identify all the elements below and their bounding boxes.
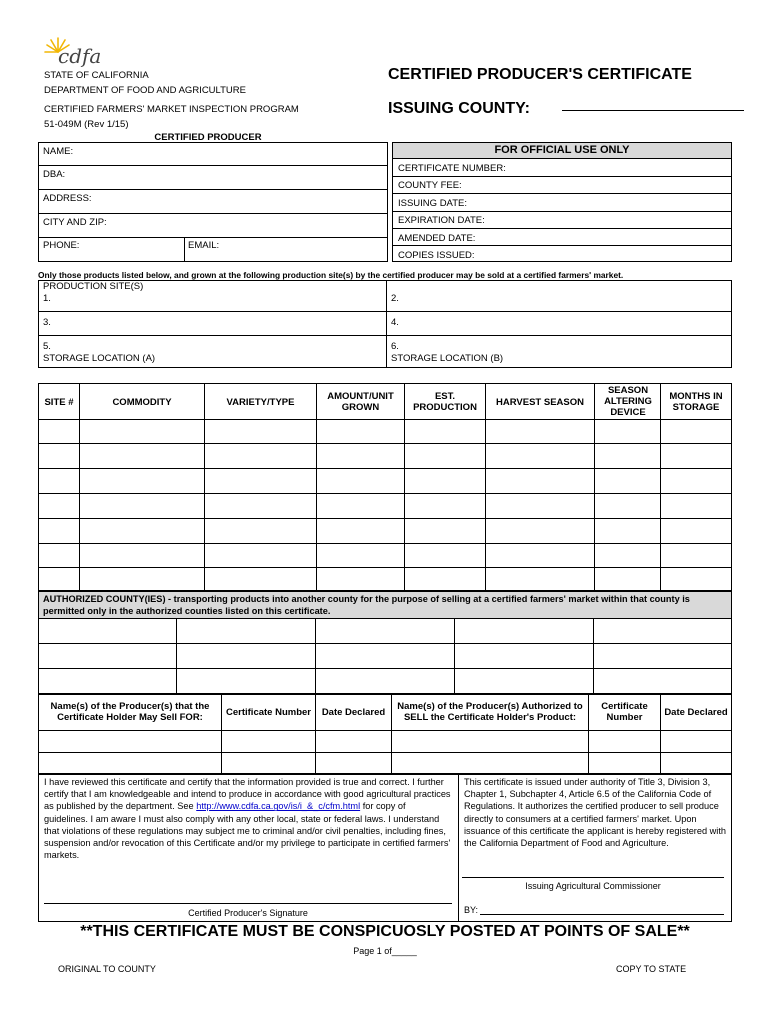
col-date-declared-1: Date Declared: [321, 706, 386, 718]
table-row: [38, 468, 732, 469]
col-amount: AMOUNT/UNIT GROWN: [327, 391, 394, 413]
site-1-field[interactable]: 1.: [43, 293, 51, 304]
amended-date-field[interactable]: AMENDED DATE:: [398, 233, 476, 244]
posted-notice: **THIS CERTIFICATE MUST BE CONSPICUOSLY POSTED AT POINTS OF SALE**: [80, 923, 690, 940]
copies-issued-field[interactable]: COPIES ISSUED:: [398, 250, 475, 261]
authority-text: This certificate is issued under authority of Title 3, Division 3, Chapter 1, Subchapter 4, Article 6.5 of the California Code of Regulations. It authorizes the certified producer to sell produce directly to consumers at a certified farmers' market. Upon issuance of this certificate the applicant is hereby registered with the California Department of Food and Agriculture.: [464, 777, 726, 849]
program-name: CERTIFIED FARMERS' MARKET INSPECTION PROGRAM: [44, 104, 299, 115]
table-row: [38, 518, 732, 519]
col-months-storage: MONTHS IN STORAGE: [669, 391, 723, 413]
site-2-field[interactable]: 2.: [391, 293, 399, 304]
email-field[interactable]: EMAIL:: [188, 240, 220, 251]
agency-line1: STATE OF CALIFORNIA: [44, 70, 149, 81]
authorized-counties-text: AUTHORIZED COUNTY(IES) - transporting products into another county for the purpose of selling at a certified farmers' market within that county is permitted only in the authorized counties listed on this certificate.: [43, 594, 690, 616]
table-row: [38, 752, 732, 753]
signature-line[interactable]: [44, 903, 452, 904]
commissioner-label: Issuing Agricultural Commissioner: [525, 881, 661, 891]
col-site: SITE #: [44, 396, 74, 408]
expiration-date-field[interactable]: EXPIRATION DATE:: [398, 215, 485, 226]
production-notice: Only those products listed below, and grown at the following production site(s) by the certified producer may be sold at a certified farmers' market.: [38, 270, 624, 280]
col-sell-for: Name(s) of the Producer(s) that the Certificate Holder May Sell FOR:: [50, 701, 210, 723]
original-to-county: ORIGINAL TO COUNTY: [58, 964, 156, 974]
site-6-field[interactable]: 6.: [391, 341, 399, 352]
col-commodity: COMMODITY: [112, 396, 172, 408]
certification-text-a: I have reviewed this certificate and certify that the information provided is true and correct. I further certify that I am knowledgeable and intend to produce in accordance with good agricultural practices as published by the department. See: [44, 777, 451, 812]
agency-line2: DEPARTMENT OF FOOD AND AGRICULTURE: [44, 85, 246, 96]
address-field[interactable]: ADDRESS:: [43, 193, 92, 204]
col-cert-number-1: Certificate Number: [226, 706, 311, 718]
city-zip-field[interactable]: CITY AND ZIP:: [43, 217, 107, 228]
page-number: Page 1 of_____: [353, 946, 417, 956]
col-est-production: EST. PRODUCTION: [413, 391, 477, 413]
storage-location-b-field[interactable]: STORAGE LOCATION (B): [391, 353, 504, 364]
official-use-title: FOR OFFICIAL USE ONLY: [393, 143, 731, 158]
site-5-field[interactable]: 5.: [43, 341, 51, 352]
table-row: [38, 567, 732, 568]
commissioner-line[interactable]: [462, 877, 724, 878]
certification-text: [44, 776, 452, 861]
site-4-field[interactable]: 4.: [391, 317, 399, 328]
signature-label: Certified Producer's Signature: [188, 908, 308, 918]
col-date-declared-2: Date Declared: [664, 706, 728, 718]
certificate-number-field[interactable]: CERTIFICATE NUMBER:: [398, 163, 506, 174]
form-number: 51-049M (Rev 1/15): [44, 119, 129, 130]
logo-text: cdfa: [58, 44, 102, 68]
page-title: CERTIFIED PRODUCER'S CERTIFICATE: [388, 66, 692, 83]
copy-to-state: COPY TO STATE: [616, 964, 687, 974]
dba-field[interactable]: DBA:: [43, 169, 66, 180]
issuing-county-label: ISSUING COUNTY:: [388, 100, 530, 117]
issuing-date-field[interactable]: ISSUING DATE:: [398, 198, 467, 209]
col-authorized-sell: Name(s) of the Producer(s) Authorized to SELL the Certificate Holder's Product:: [397, 701, 583, 723]
table-row: [38, 543, 732, 544]
col-harvest-season: HARVEST SEASON: [496, 396, 584, 408]
col-cert-number-2: Certificate Number: [601, 701, 648, 723]
cdfa-logo: [44, 34, 104, 70]
table-row: [38, 443, 732, 444]
table-row: [38, 493, 732, 494]
col-variety: VARIETY/TYPE: [226, 396, 295, 408]
certification-text-b: for copy of guidelines. I am aware I must also comply with any other local, state or federal laws. I understand that violations of these regulations may subject me to criminal and/or civil penalties, including fines, suspension and/or revocation of this Certificate and/or my privilege to participate in certified farmers' markets.: [44, 801, 451, 861]
name-field[interactable]: NAME:: [43, 146, 74, 157]
production-sites-label: PRODUCTION SITE(S): [43, 281, 144, 292]
county-fee-field[interactable]: COUNTY FEE:: [398, 180, 462, 191]
issuing-county-field[interactable]: [562, 110, 744, 111]
storage-location-a-field[interactable]: STORAGE LOCATION (A): [43, 353, 156, 364]
guidelines-link[interactable]: http://www.cdfa.ca.gov/is/i_&_c/cfm.html: [196, 801, 361, 812]
col-season-altering: SEASON ALTERING DEVICE: [604, 384, 652, 418]
by-line[interactable]: [480, 914, 724, 915]
phone-field[interactable]: PHONE:: [43, 240, 80, 251]
certified-producer-title: CERTIFIED PRODUCER: [154, 132, 262, 143]
by-label: BY:: [464, 905, 479, 915]
site-3-field[interactable]: 3.: [43, 317, 51, 328]
